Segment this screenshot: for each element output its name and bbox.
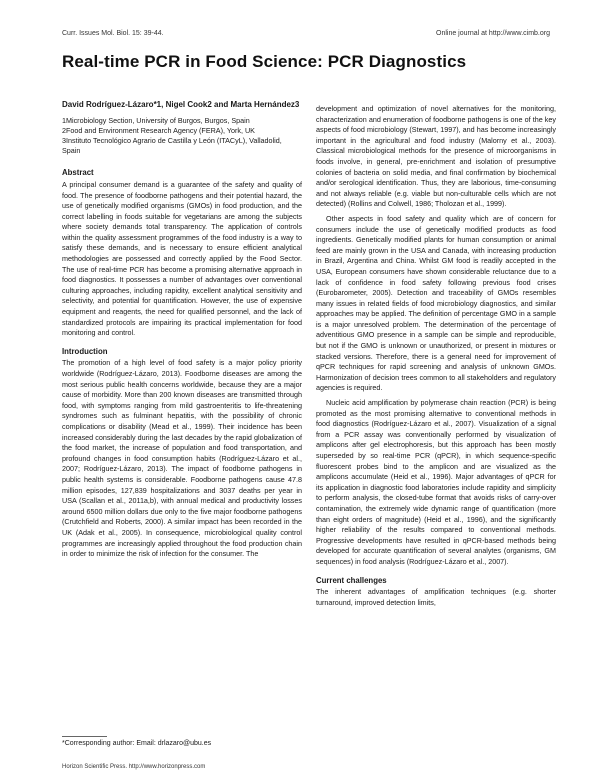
footnote-rule	[62, 736, 107, 737]
journal-url[interactable]: Online journal at http://www.cimb.org	[436, 30, 550, 37]
affiliation-1: 1Microbiology Section, University of Burgos, Burgos, Spain	[62, 115, 250, 125]
current-challenges-heading: Current challenges	[316, 575, 387, 585]
paper-title: Real-time PCR in Food Science: PCR Diagnostics	[62, 52, 467, 71]
paragraph-3: Nucleic acid amplification by polymerase chain reaction (PCR) is being promoted as the most promising alternative to conventional methods in food diagnostics (Rodríguez-Lázaro et al., 2007). Visualization of a signal from a PCR assay was conventionally performed by visualization of amplicons after gel electrophoresis, but this approach has been mostly superseded by so real-time PCR (qPCR), in which sequence-specific fluorescent probes bind to the amplicon and are visualized as the amplicons accumulate (Heid et al., 1996). Major advantages of qPCR for its application in diagnostic food laboratories include rapidity and simplicity to perform analysis, the closed-tube format that avoids risks of carry-over contamination, the extremely wide dynamic range of quantification (more than eight orders of magnitude) (Heid et al., 1996), and the significantly higher reliability of the results compared to conventional methods. Progressive developments have resulted in qPCR-based methods being developed for accurate quantification of several analytes (organisms, GM sequences) in food analysis (Rodríguez-Lázaro et al., 2007).	[316, 398, 556, 566]
authors: David Rodríguez-Lázaro*1, Nigel Cook2 and Marta Hernández3	[62, 100, 300, 109]
affiliations	[62, 116, 302, 157]
right-column	[316, 104, 556, 608]
publisher-footer: Horizon Scientific Press. http://www.horizonpress.com	[62, 764, 206, 770]
affiliation-2: 2Food and Environment Research Agency (FERA), York, UK	[62, 125, 255, 135]
citation: Curr. Issues Mol. Biol. 15: 39-44.	[62, 30, 164, 37]
affiliation-3: 3Instituto Tecnológico Agrario de Castilla y León (ITACyL), Valladolid, Spain	[62, 135, 282, 156]
introduction-heading: Introduction	[62, 346, 108, 356]
abstract-heading: Abstract	[62, 168, 94, 178]
abstract-text: A principal consumer demand is a guarantee of the safety and quality of food. The presence of foodborne pathogens and their potential hazard, the use of genetically modified organisms (GMOs) in food production, and the correct labelling in foods suitable for vegetarians are among the subjects where society demands total transparency. The application of controls within the quality assessment programmes of the food industry is a way to satisfy these demands, and is necessary to ensure efficient analytical methodologies are possessed and correctly applied by the Food Sector. The use of real-time PCR has become a promising alternative approach in food diagnostics. It possesses a number of advantages over conventional culturing approaches, including rapidity, excellent analytical sensitivity and selectivity, and potential for quantification. However, the use of expensive equipment and reagents, the need for qualified personnel, and the lack of standardized protocols are impairing its practical implementation for food monitoring and control.	[62, 179, 302, 338]
left-column	[62, 100, 302, 560]
running-header	[62, 30, 550, 42]
paragraph-1: development and optimization of novel alternatives for the monitoring, characterization and enumeration of foodborne pathogens is one of the key aspects of food microbiology (Stewart, 1997), and has become increasingly important in the agricultural and food industry (Malorny et al., 2003). Classical microbiological methods for the presence of microorganisms in foods involve, in general, pre-enrichment and isolation of presumptive colonies of bacteria on solid media, and final confirmation by biochemical and/or serological identification. Thus, they are laborious, time-consuming and not always reliable (e.g. viable but non-culturable cells which are not detected) (Rollins and Colwell, 1986; Tholozan et al., 1999).	[316, 104, 556, 209]
corresponding-author: *Corresponding author: Email: drlazaro@ubu.es	[62, 740, 212, 747]
introduction-text: The promotion of a high level of food safety is a major policy priority worldwide (Rodríguez-Lázaro, 2013). Foodborne diseases are among the most serious public health concerns worldwide, because they are a major cause of morbidity. More than 200 known diseases are transmitted through food, with symptoms ranging from mild gastroenteritis to life-threatening syndromes such as fulminant hepatitis, with the possibility of chronic complications or disability (Mead et al., 1999). Their incidence has been increased considerably during the last decades by the rapid globalization of the food market, the increase of population and food transportation, and profound changes in food consumption habits (Rodríguez-Lázaro et al., 2007; Rodríguez-Lázaro, 2013). The impact of foodborne pathogens in public health systems is considerable. Foodborne pathogens cause 47.8 million episodes, 127,839 hospitalizations and 3037 deaths per year in USA (Scallan et al., 2011a,b), with annual medical and productivity losses around 6500 million dollars due only to the five major foodborne pathogens (Crutchfield and Roberts, 2000). A similar impact has been recorded in the UK (Adak et al., 2005). In consequence, microbiological quality control programmes are increasingly applied throughout the food production chain in order to minimize the risk of infection for the consumer. The	[62, 358, 302, 559]
paragraph-4: The inherent advantages of amplification techniques (e.g. shorter turnaround, improved detection limits,	[316, 587, 556, 607]
paragraph-2: Other aspects in food safety and quality which are of concern for consumers include the use of genetically modified products as food ingredients. Genetically modified plants for human consumption or animal feed are mainly grown in the USA and Canada, with increasing production in Brazil, Argentina and China. Whilst GM food is readily accepted in the USA, European consumers have shown considerable reluctance due to a lack of confidence in food safety following previous food crises (Eurobarometer, 2005). Detection and traceability of GMOs resembles many issues in related fields of food microbiology diagnostics, and similar approaches may be applied. The definition of percentage GMO in a sample is a major unresolved problem. The determination of the percentage of adventitious GMO presence in a sample can be simple and reproducible, but not if the GMO is unknown or unauthorized, or present in mixtures or stacked versions. Therefore, there is a general need for improvement of qPCR techniques for rapid screening and analysis of unknown GMOs. Harmonization of decision trees common to all stakeholders and regulatory agencies is required.	[316, 213, 556, 393]
